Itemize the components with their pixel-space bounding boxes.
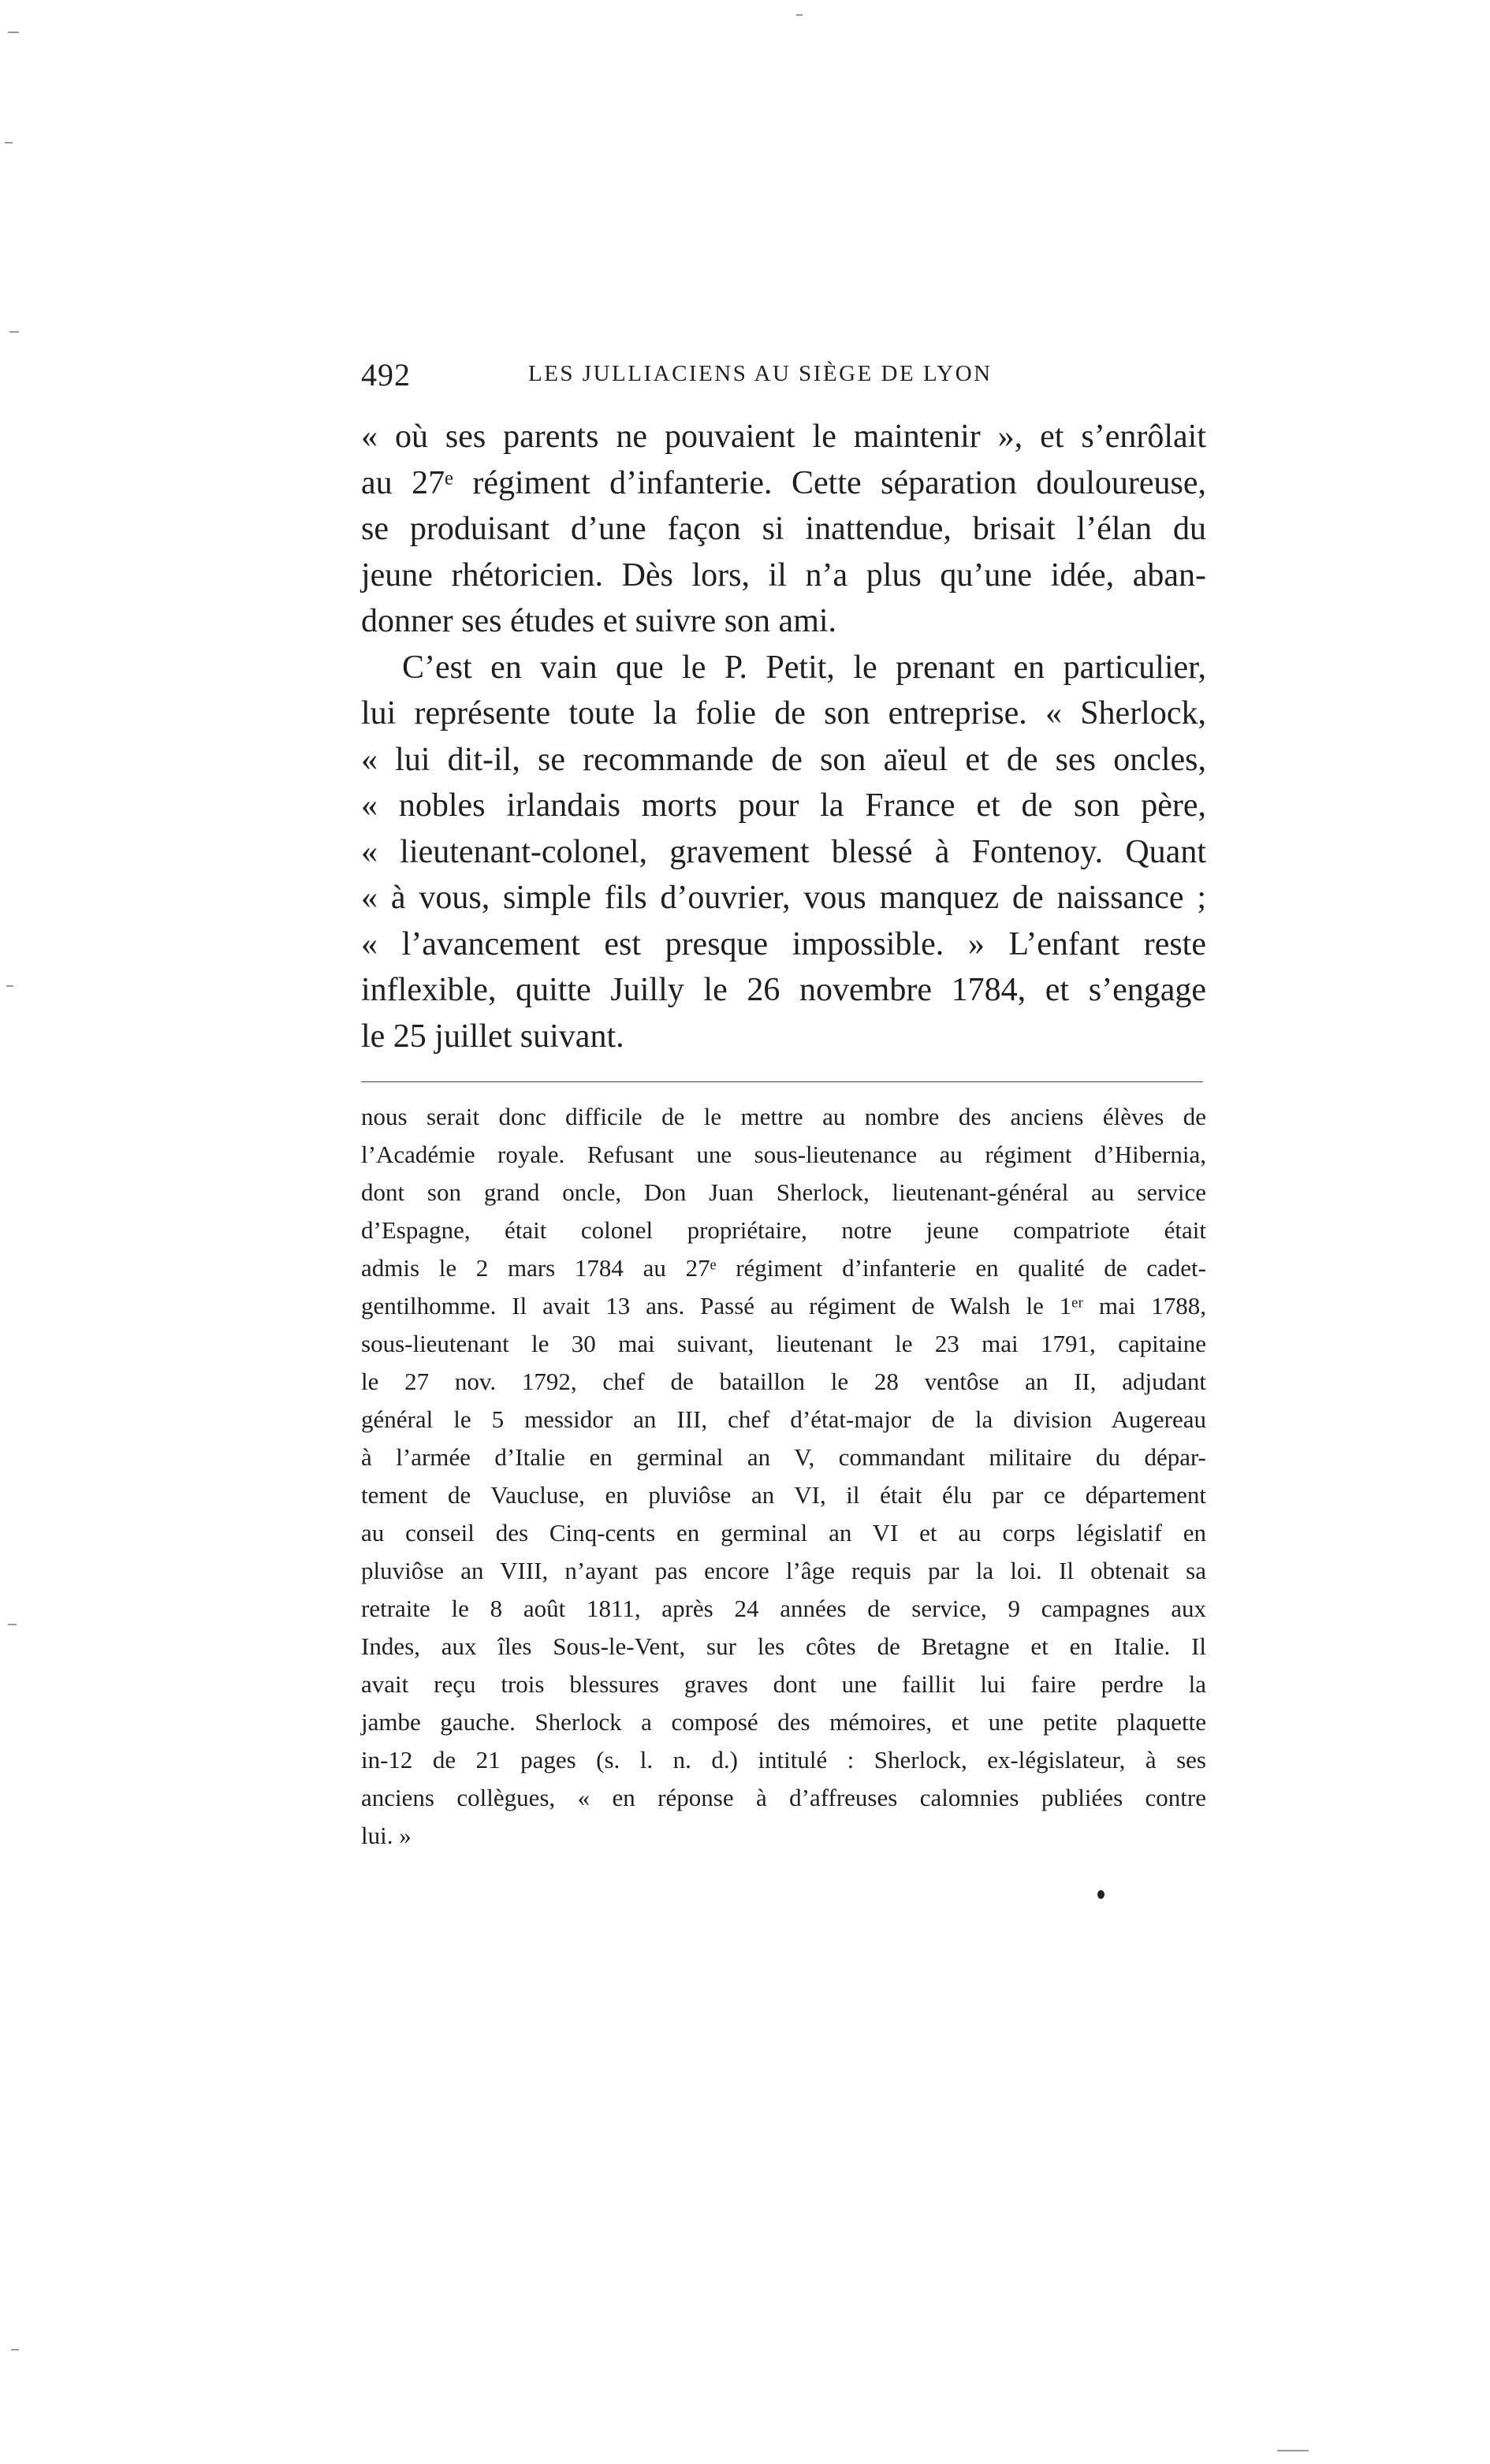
main-text-line: « lieutenant-colonel, gravement blessé à Fontenoy. Quant bbox=[361, 833, 1206, 870]
footnote-line: tement de Vaucluse, en pluviôse an VI, il était élu par ce département bbox=[361, 1481, 1206, 1509]
running-head bbox=[361, 356, 1209, 399]
footnote-line: lui. » bbox=[361, 1822, 412, 1849]
main-text-line: « l’avancement est presque impossible. » L’enfant reste bbox=[361, 925, 1206, 962]
main-text-line: se produisant d’une façon si inattendue, brisait l’élan du bbox=[361, 511, 1206, 547]
footnote-divider bbox=[361, 1081, 1203, 1082]
footnote-line: au conseil des Cinq-cents en germinal an VI et au corps législatif en bbox=[361, 1519, 1206, 1547]
footnote-line: admis le 2 mars 1784 au 27ᵉ régiment d’infanterie en qualité de cadet- bbox=[361, 1254, 1206, 1282]
main-text-line: « lui dit-il, se recommande de son aïeul et de ses oncles, bbox=[361, 741, 1206, 778]
footnote-line: Indes, aux îles Sous-le-Vent, sur les côtes de Bretagne et en Italie. Il bbox=[361, 1632, 1206, 1660]
main-text-line: C’est en vain que le P. Petit, le prenant en particulier, bbox=[402, 649, 1206, 686]
main-text-line: lui représente toute la folie de son entreprise. « Sherlock, bbox=[361, 695, 1206, 731]
main-text-line: « nobles irlandais morts pour la France et de son père, bbox=[361, 787, 1206, 824]
main-text-line: inflexible, quitte Juilly le 26 novembre 1784, et s’engage bbox=[361, 972, 1206, 1008]
left-edge-mark bbox=[5, 142, 13, 143]
footnote-line: gentilhomme. Il avait 13 ans. Passé au régiment de Walsh le 1ᵉʳ mai 1788, bbox=[361, 1292, 1206, 1319]
left-edge-mark bbox=[8, 32, 19, 33]
main-text-line: donner ses études et suivre son ami. bbox=[361, 603, 837, 639]
main-text bbox=[361, 414, 1206, 1059]
footnote-line: nous serait donc difficile de le mettre au nombre des anciens élèves de bbox=[361, 1103, 1206, 1130]
footnote-line: in-12 de 21 pages (s. l. n. d.) intitulé : Sherlock, ex-législateur, à ses bbox=[361, 1746, 1206, 1774]
footnote-line: général le 5 messidor an III, chef d’état-major de la division Augereau bbox=[361, 1405, 1206, 1433]
main-text-line: le 25 juillet suivant. bbox=[361, 1018, 624, 1055]
footnote bbox=[361, 1098, 1206, 1855]
footnote-line: pluviôse an VIII, n’ayant pas encore l’âge requis par la loi. Il obtenait sa bbox=[361, 1557, 1206, 1584]
footnote-line: sous-lieutenant le 30 mai suivant, lieutenant le 23 mai 1791, capitaine bbox=[361, 1330, 1206, 1357]
footnote-line: anciens collègues, « en réponse à d’affreuses calomnies publiées contre bbox=[361, 1784, 1206, 1811]
footnote-line: l’Académie royale. Refusant une sous-lieutenance au régiment d’Hibernia, bbox=[361, 1141, 1206, 1168]
running-title: LES JULLIACIENS AU SIÈGE DE LYON bbox=[528, 361, 993, 386]
footnote-line: dont son grand oncle, Don Juan Sherlock, lieutenant-général au service bbox=[361, 1178, 1206, 1206]
footnote-line: le 27 nov. 1792, chef de bataillon le 28 ventôse an II, adjudant bbox=[361, 1368, 1206, 1395]
footnote-line: retraite le 8 août 1811, après 24 années de service, 9 campagnes aux bbox=[361, 1595, 1206, 1622]
main-text-line: au 27ᵉ régiment d’infanterie. Cette séparation douloureuse, bbox=[361, 464, 1206, 501]
main-text-line: « à vous, simple fils d’ouvrier, vous manquez de naissance ; bbox=[361, 880, 1206, 916]
ink-dot bbox=[1097, 1890, 1104, 1899]
footnote-line: d’Espagne, était colonel propriétaire, notre jeune compatriote était bbox=[361, 1216, 1206, 1244]
main-text-line: jeune rhétoricien. Dès lors, il n’a plus qu’une idée, aban- bbox=[361, 556, 1206, 594]
left-edge-mark bbox=[6, 985, 13, 987]
footnote-line: avait reçu trois blessures graves dont une faillit lui faire perdre la bbox=[361, 1670, 1206, 1698]
left-edge-mark bbox=[9, 331, 19, 333]
bottom-edge-mark bbox=[1277, 2450, 1309, 2451]
footnote-line: jambe gauche. Sherlock a composé des mémoires, et une petite plaquette bbox=[361, 1708, 1206, 1736]
left-edge-mark bbox=[8, 1624, 17, 1625]
left-edge-mark bbox=[11, 2349, 19, 2350]
top-edge-mark bbox=[796, 14, 803, 16]
footnote-line: à l’armée d’Italie en germinal an V, commandant militaire du dépar- bbox=[361, 1443, 1206, 1471]
page-number: 492 bbox=[361, 357, 411, 393]
main-text-line: « où ses parents ne pouvaient le maintenir », et s’enrôlait bbox=[361, 419, 1206, 455]
